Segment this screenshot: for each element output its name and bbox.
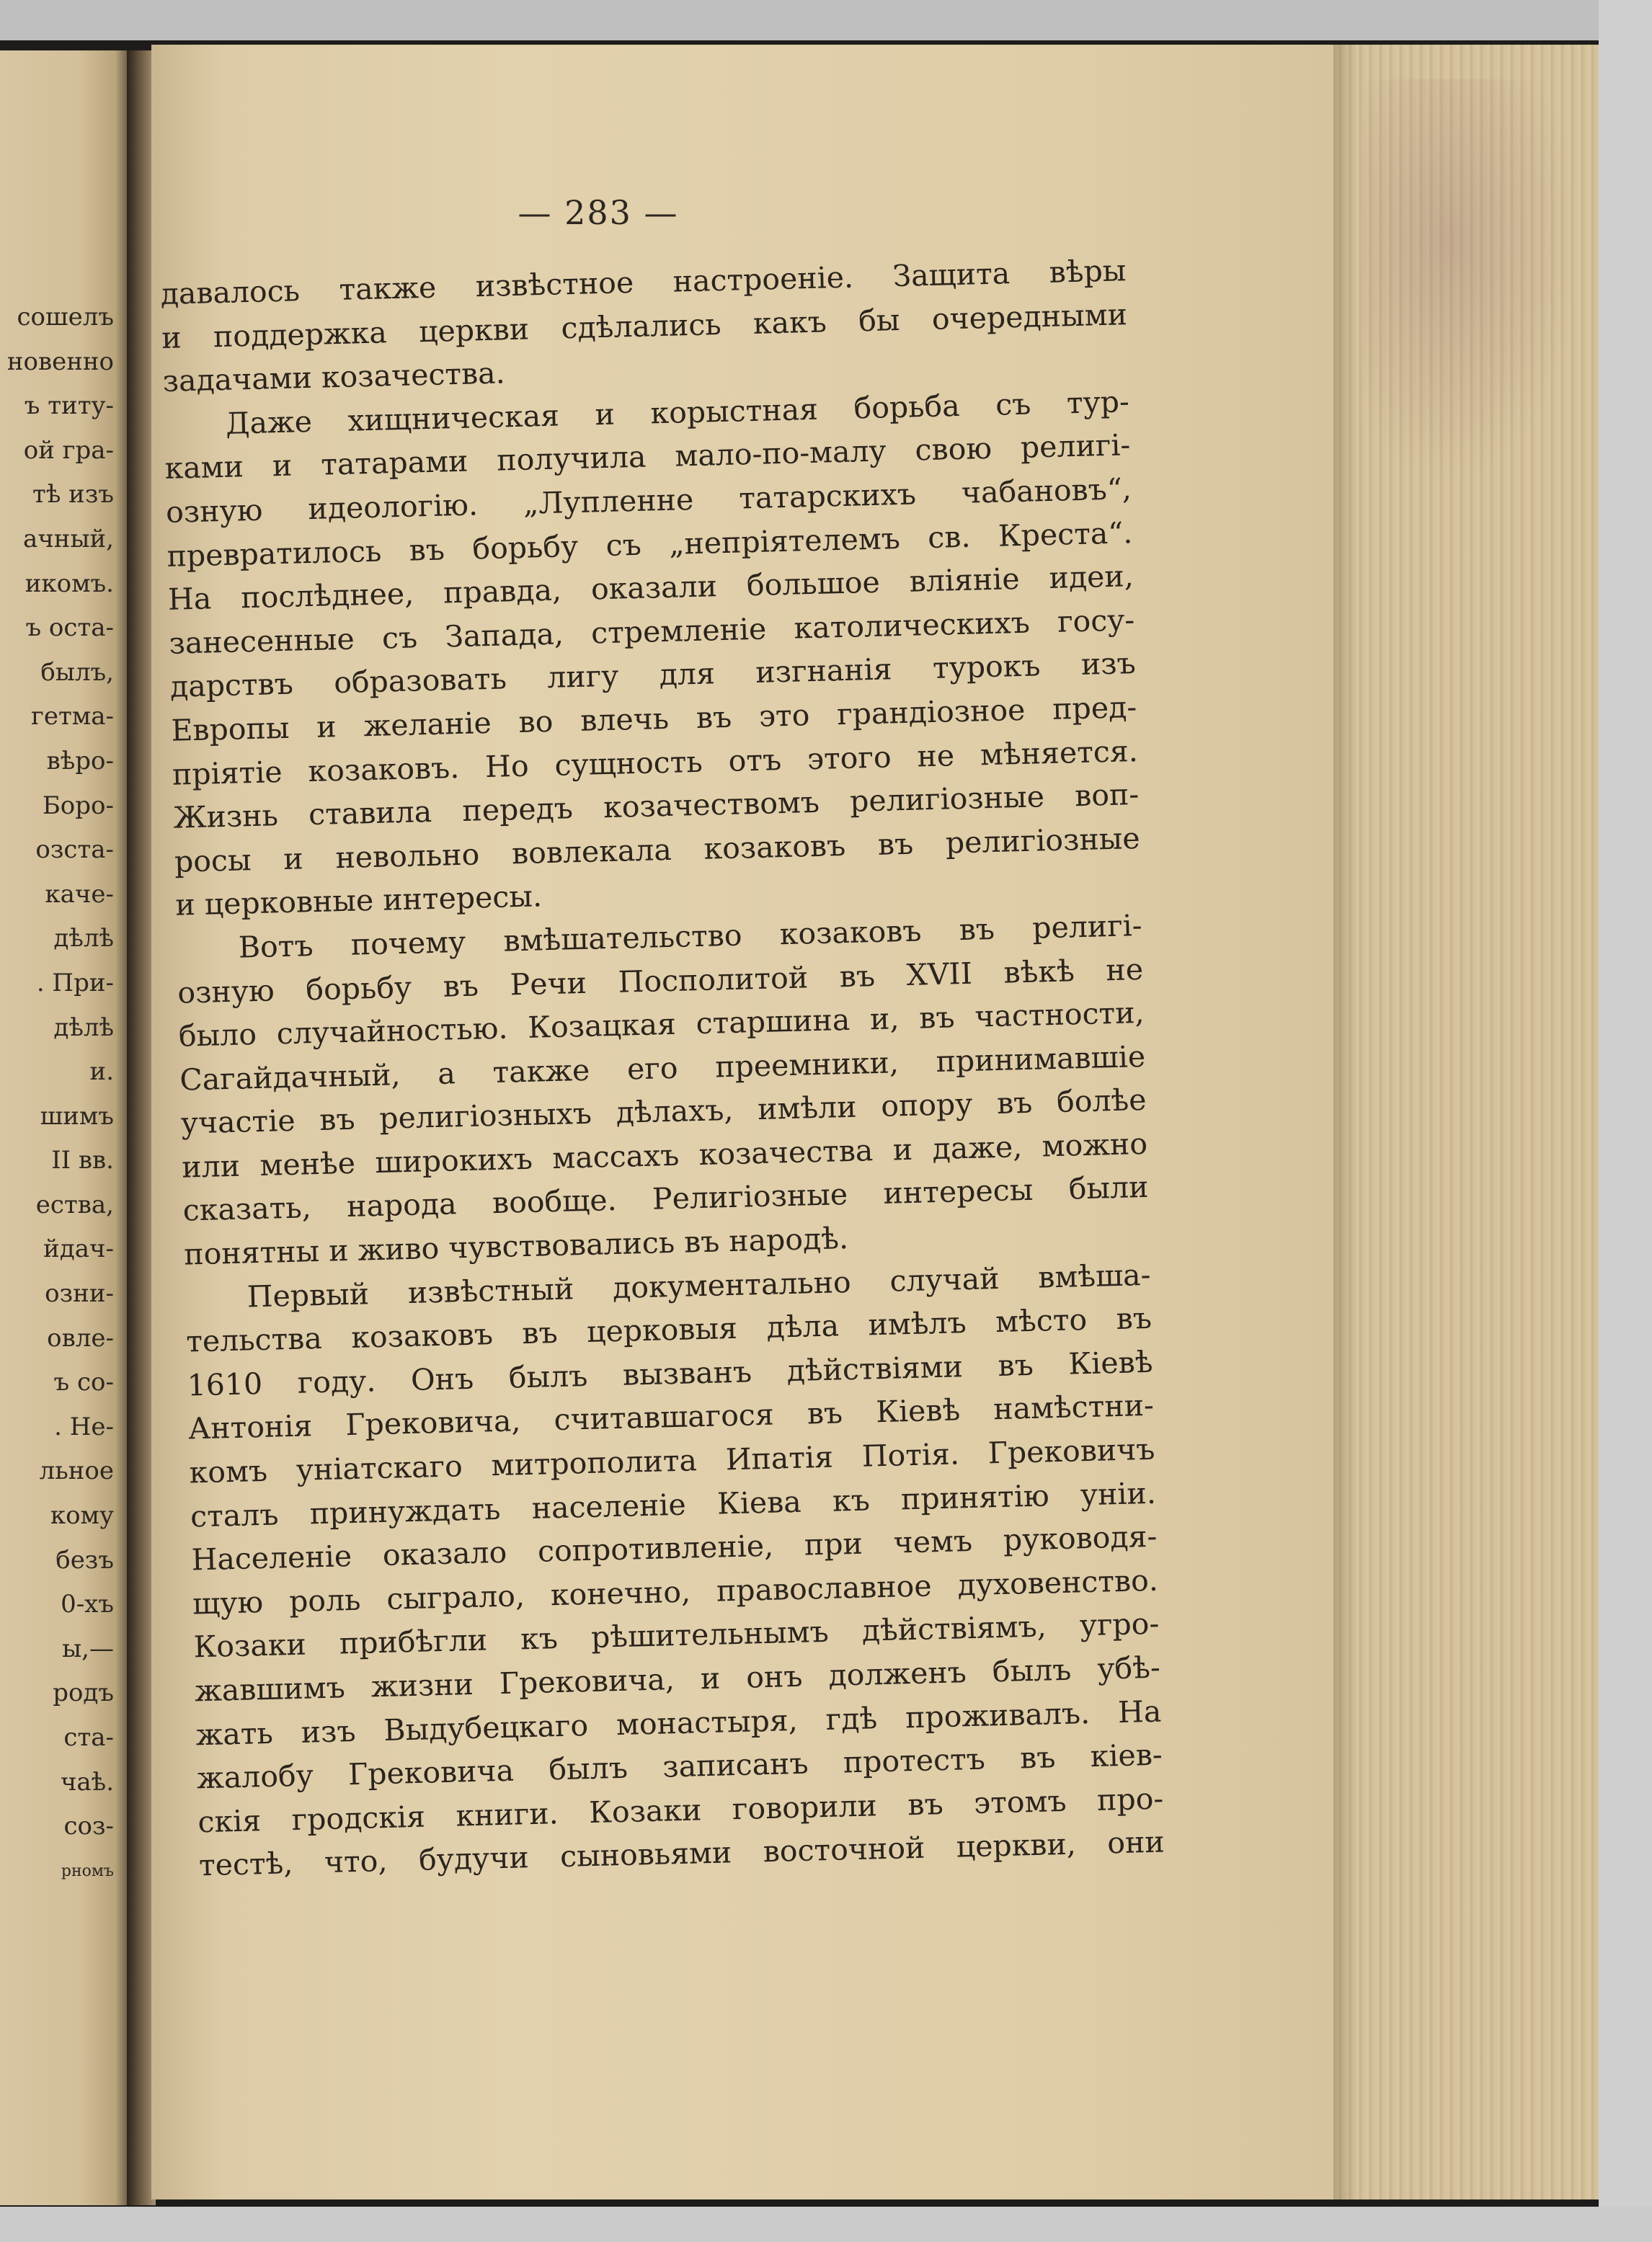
left-fragment-line: безъ	[55, 1545, 114, 1575]
left-fragment-line: ачный,	[23, 524, 114, 553]
text-line: дарствъ образовать лигу для изгнанія турокъ изъ	[169, 646, 1137, 705]
text-line: скія гродскія книги. Козаки говорили въ этомъ про-	[197, 1781, 1164, 1840]
left-fragment-line: йдач-	[43, 1235, 114, 1264]
left-fragment-line: ъ титу-	[24, 391, 114, 421]
text-line: понятны и живо чувствовались въ народѣ.	[183, 1221, 849, 1272]
left-fragment-line: Боро-	[42, 791, 114, 820]
left-fragment-line: былъ,	[40, 657, 114, 687]
left-fragment-line: II вв.	[51, 1146, 114, 1175]
text-line: или менѣе широкихъ массахъ козачества и даже, можно	[181, 1126, 1148, 1185]
left-fragment-line: новенно	[6, 347, 114, 376]
text-line: жать изъ Выдубецкаго монастыря, гдѣ проживалъ. На	[195, 1694, 1162, 1752]
left-fragment-line: тѣ изъ	[32, 480, 114, 510]
scan-background-top	[0, 0, 1652, 40]
text-line: ками и татарами получила мало-по-малу свою религі-	[164, 427, 1131, 486]
left-fragment-line: ста-	[63, 1723, 114, 1752]
left-fragment-line: рномъ	[61, 1861, 114, 1880]
left-page-text-fragments	[0, 295, 114, 1893]
text-line: давалось также извѣстное настроеніе. Защита вѣры	[160, 253, 1127, 311]
page-number: — 283 —	[518, 193, 679, 232]
left-fragment-line: вѣро-	[46, 746, 114, 775]
left-fragment-line: . При-	[36, 968, 114, 997]
text-line: и поддержка церкви сдѣлались какъ бы очередными	[161, 296, 1128, 355]
text-line: задачами козачества.	[162, 355, 506, 399]
text-line: Вотъ почему вмѣшательство козаковъ въ религі-	[238, 907, 1143, 965]
text-line: пріятіе козаковъ. Но сущность отъ этого не мѣняется.	[172, 733, 1139, 792]
text-line: тестѣ, что, будучи сыновьями восточной церкви, они	[198, 1824, 1165, 1883]
text-line: и церковные интересы.	[174, 878, 543, 923]
text-line: участіе въ религіозныхъ дѣлахъ, имѣли опору въ болѣе	[180, 1082, 1147, 1141]
text-line: комъ уніатскаго митрополита Ипатія Потія. Грековичъ	[189, 1431, 1155, 1490]
left-fragment-line: шимъ	[40, 1101, 114, 1131]
text-line: было случайностью. Козацкая старшина и, въ частности,	[178, 995, 1145, 1054]
left-fragment-line: родъ	[53, 1678, 114, 1708]
page-edge-stain	[1362, 79, 1578, 483]
text-line: жавшимъ жизни Грековича, и онъ долженъ былъ убѣ-	[194, 1650, 1161, 1709]
text-line: занесенные съ Запада, стремленіе католическихъ госу-	[168, 602, 1135, 661]
left-fragment-line: ества,	[35, 1190, 114, 1219]
left-fragment-line: дѣлѣ	[53, 1013, 114, 1042]
paragraph	[163, 380, 1141, 928]
left-fragment-line: 0-хъ	[61, 1590, 114, 1619]
left-fragment-line: чаѣ.	[60, 1767, 114, 1797]
text-line: На послѣднее, правда, оказали большое вліяніе идеи,	[167, 559, 1134, 618]
text-line: Европы и желаніе во влечь въ это грандіозное пред-	[170, 690, 1137, 748]
text-line: Козаки прибѣгли къ рѣшительнымъ дѣйствіямъ, угро-	[193, 1606, 1160, 1665]
left-fragment-line: ъ оста-	[25, 613, 114, 643]
left-fragment-line: каче-	[45, 879, 114, 909]
paragraph	[185, 1253, 1165, 1888]
left-fragment-line: гетма-	[31, 702, 114, 731]
left-fragment-line: ой гра-	[23, 435, 114, 465]
text-line: жалобу Грековича былъ записанъ протестъ въ кіев-	[196, 1737, 1163, 1796]
text-line: сказать, народа вообще. Религіозные интересы были	[182, 1170, 1150, 1229]
left-fragment-line: ы,—	[62, 1634, 114, 1663]
left-fragment-line: . Не-	[54, 1412, 114, 1441]
left-fragment-line: соз-	[63, 1812, 114, 1841]
text-line: озную идеологію. „Лупленне татарскихъ чабановъ“,	[165, 471, 1132, 530]
text-line: щую роль сыграло, конечно, православное духовенство.	[192, 1562, 1159, 1622]
text-line: озную борьбу въ Речи Посполитой въ XVII вѣкѣ не	[177, 951, 1144, 1010]
left-fragment-line: льное	[39, 1456, 114, 1486]
text-line: Жизнь ставила передъ козачествомъ религіозные воп-	[172, 777, 1140, 835]
text-line: росы и невольно вовлекала козаковъ въ религіозные	[174, 820, 1141, 879]
left-fragment-line: сошелъ	[17, 303, 114, 332]
left-fragment-line: озста-	[35, 835, 114, 865]
left-fragment-line: икомъ.	[25, 569, 114, 598]
left-fragment-line: кому	[50, 1501, 114, 1531]
text-line: Сагайдачный, а также его преемники, принимавшіе	[179, 1038, 1146, 1098]
text-line: Даже хищническая и корыстная борьба съ тур-	[225, 383, 1130, 441]
text-line: сталъ принуждать населеніе Кіева къ принятію уніи.	[190, 1475, 1157, 1534]
text-line: Населеніе оказало сопротивленіе, при чемъ руководя-	[191, 1518, 1158, 1578]
left-fragment-line: озни-	[45, 1279, 114, 1309]
left-fragment-line: овле-	[47, 1323, 114, 1353]
left-fragment-line: ъ со-	[53, 1368, 114, 1397]
text-line: 1610 году. Онъ былъ вызванъ дѣйствіями въ Кіевѣ	[187, 1344, 1153, 1403]
left-page	[0, 50, 131, 2205]
text-line: тельства козаковъ въ церковыя дѣла имѣлъ мѣсто въ	[185, 1301, 1153, 1359]
paragraph	[176, 904, 1150, 1276]
body-text	[160, 249, 1165, 1887]
scan-background-right	[1599, 0, 1652, 2242]
text-line: Первый извѣстный документально случай вмѣша-	[247, 1257, 1151, 1314]
left-fragment-line: дѣлѣ	[53, 924, 114, 953]
scan-background-bottom	[0, 2207, 1652, 2242]
left-fragment-line: и.	[89, 1057, 114, 1087]
paragraph	[160, 249, 1129, 403]
text-line: превратилось въ борьбу съ „непріятелемъ св. Креста“.	[166, 515, 1133, 574]
text-line: Антонія Грековича, считавшагося въ Кіевѣ намѣстни-	[187, 1388, 1155, 1446]
